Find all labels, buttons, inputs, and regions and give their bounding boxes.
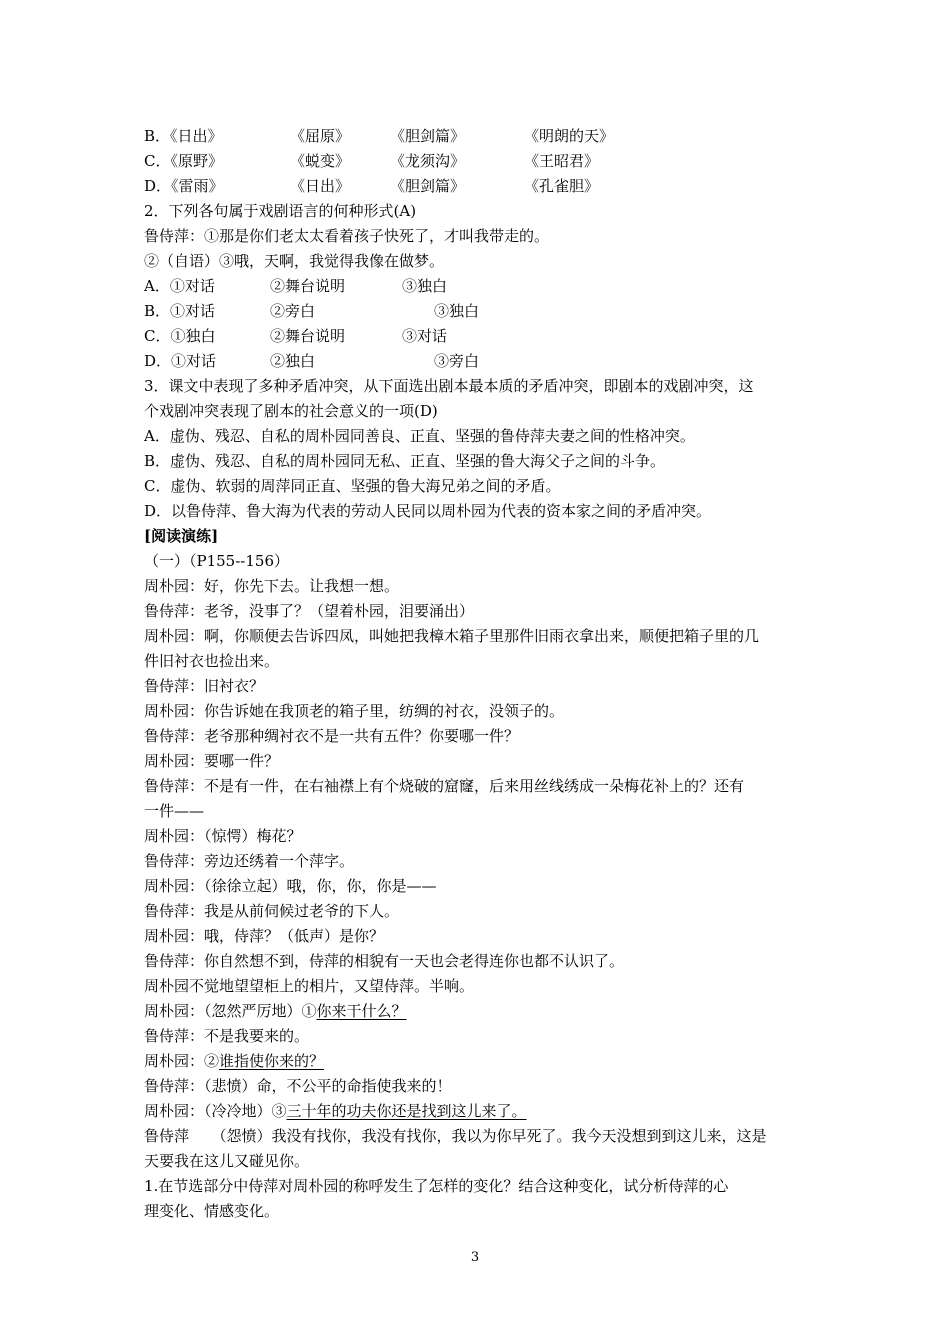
dialogue-line: 周朴园：哦，侍萍？（低声）是你？	[144, 927, 385, 945]
q2-line2: ②（自语）③哦，天啊，我觉得我像在做梦。	[144, 252, 445, 270]
dialogue-line: 鲁侍萍：不是我要来的。	[144, 1027, 310, 1045]
q2-stem: 2．下列各句属于戏剧语言的何种形式(A)	[144, 202, 417, 220]
option-b-col2: 《屈原》	[290, 127, 351, 145]
dialogue-prefix: 周朴园：②	[144, 1052, 220, 1070]
option-c-col3: 《龙须沟》	[390, 152, 466, 170]
option-c-col1: C．《原野》	[144, 152, 223, 170]
dialogue-line-underlined-1	[144, 1001, 407, 1021]
q3-stem-line2: 个戏剧冲突表现了剧本的社会意义的一项(D)	[144, 402, 438, 420]
q2-b-col1: B．①对话	[144, 302, 216, 320]
dialogue-line: 鲁侍萍 （怨愤）我没有找你，我没有找你，我以为你早死了。我今天没想到到这儿来，这是	[144, 1127, 767, 1145]
q2-c-col2: ②舞台说明	[270, 327, 346, 345]
underlined-phrase-3: 三十年的功夫你还是找到这儿来了。	[286, 1102, 527, 1120]
q2-c-col1: C．①独白	[144, 327, 216, 345]
final-question-line2: 理变化、情感变化。	[144, 1202, 280, 1220]
dialogue-line: 鲁侍萍：（悲愤）命，不公平的命指使我来的！	[144, 1077, 452, 1095]
dialogue-prefix: 周朴园：（忽然严厉地）①	[144, 1002, 317, 1020]
dialogue-line: 周朴园：（徐徐立起）哦，你，你，你是——	[144, 877, 437, 895]
q2-b-col3: ③独白	[434, 302, 480, 320]
option-b-col1: B．《日出》	[144, 127, 223, 145]
q2-line1: 鲁侍萍：①那是你们老太太看着孩子快死了，才叫我带走的。	[144, 227, 550, 245]
underlined-phrase-1: 你来干什么？	[316, 1002, 407, 1020]
option-b-col4: 《明朗的天》	[524, 127, 615, 145]
option-d-col3: 《胆剑篇》	[390, 177, 466, 195]
dialogue-line: 周朴园：啊，你顺便去告诉四凤，叫她把我樟木箱子里那件旧雨衣拿出来，顺便把箱子里的几	[144, 627, 760, 645]
q2-a-col2: ②舞台说明	[270, 277, 346, 295]
option-c-col2: 《蜕变》	[290, 152, 351, 170]
dialogue-line: 周朴园不觉地望望柜上的相片，又望侍萍。半响。	[144, 977, 475, 995]
option-d-col2: 《日出》	[290, 177, 351, 195]
dialogue-line: 鲁侍萍：老爷那种绸衬衣不是一共有五件？你要哪一件？	[144, 727, 520, 745]
dialogue-line: 周朴园：好，你先下去。让我想一想。	[144, 577, 400, 595]
dialogue-line-underlined-3	[144, 1101, 527, 1121]
q3-stem-line1: 3．课文中表现了多种矛盾冲突，从下面选出剧本最本质的矛盾冲突，即剧本的戏剧冲突，这	[144, 377, 754, 395]
q2-b-col2: ②旁白	[270, 302, 316, 320]
dialogue-prefix: 周朴园：（冷冷地）③	[144, 1102, 287, 1120]
dialogue-line: 鲁侍萍：你自然想不到，侍萍的相貌有一天也会老得连你也都不认识了。	[144, 952, 625, 970]
option-d-col4: 《孔雀胆》	[524, 177, 600, 195]
q3-option-d: D．以鲁侍萍、鲁大海为代表的劳动人民同以周朴园为代表的资本家之间的矛盾冲突。	[144, 502, 712, 520]
option-c-col4: 《王昭君》	[524, 152, 600, 170]
dialogue-line: 天要我在这儿又碰见你。	[144, 1152, 310, 1170]
dialogue-line: 鲁侍萍：老爷，没事了？（望着朴园，泪要涌出）	[144, 602, 475, 620]
q3-option-c: C．虚伪、软弱的周萍同正直、坚强的鲁大海兄弟之间的矛盾。	[144, 477, 561, 495]
q3-option-b: B．虚伪、残忍、自私的周朴园同无私、正直、坚强的鲁大海父子之间的斗争。	[144, 452, 666, 470]
dialogue-line-underlined-2	[144, 1051, 324, 1071]
dialogue-line: 一件——	[144, 802, 205, 820]
q2-d-col3: ③旁白	[434, 352, 480, 370]
option-d-col1: D．《雷雨》	[144, 177, 224, 195]
q2-c-col3: ③对话	[402, 327, 448, 345]
dialogue-line: 鲁侍萍：不是有一件，在右袖襟上有个烧破的窟窿，后来用丝线绣成一朵梅花补上的？还有	[144, 777, 745, 795]
dialogue-line: 鲁侍萍：旁边还绣着一个萍字。	[144, 852, 355, 870]
underlined-phrase-2: 谁指使你来的？	[219, 1052, 325, 1070]
option-b-col3: 《胆剑篇》	[390, 127, 466, 145]
q2-a-col3: ③独白	[402, 277, 448, 295]
q3-option-a: A．虚伪、残忍、自私的周朴园同善良、正直、坚强的鲁侍萍夫妻之间的性格冲突。	[144, 427, 695, 445]
dialogue-line: 周朴园：你告诉她在我顶老的箱子里，纺绸的衬衣，没领子的。	[144, 702, 565, 720]
q2-a-col1: A．①对话	[144, 277, 215, 295]
section-heading: [阅读演练]	[144, 527, 219, 545]
dialogue-line: 鲁侍萍：我是从前伺候过老爷的下人。	[144, 902, 400, 920]
page-number: 3	[470, 1250, 480, 1265]
dialogue-line: 周朴园：要哪一件？	[144, 752, 280, 770]
section-subheading: （一）（P155--156）	[144, 552, 289, 570]
final-question-line1: 1.在节选部分中侍萍对周朴园的称呼发生了怎样的变化？结合这种变化，试分析侍萍的心	[144, 1177, 729, 1195]
q2-d-col1: D．①对话	[144, 352, 217, 370]
dialogue-line: 周朴园：（惊愕）梅花？	[144, 827, 302, 845]
dialogue-line: 件旧衬衣也捡出来。	[144, 652, 280, 670]
dialogue-line: 鲁侍萍：旧衬衣？	[144, 677, 265, 695]
q2-d-col2: ②独白	[270, 352, 316, 370]
